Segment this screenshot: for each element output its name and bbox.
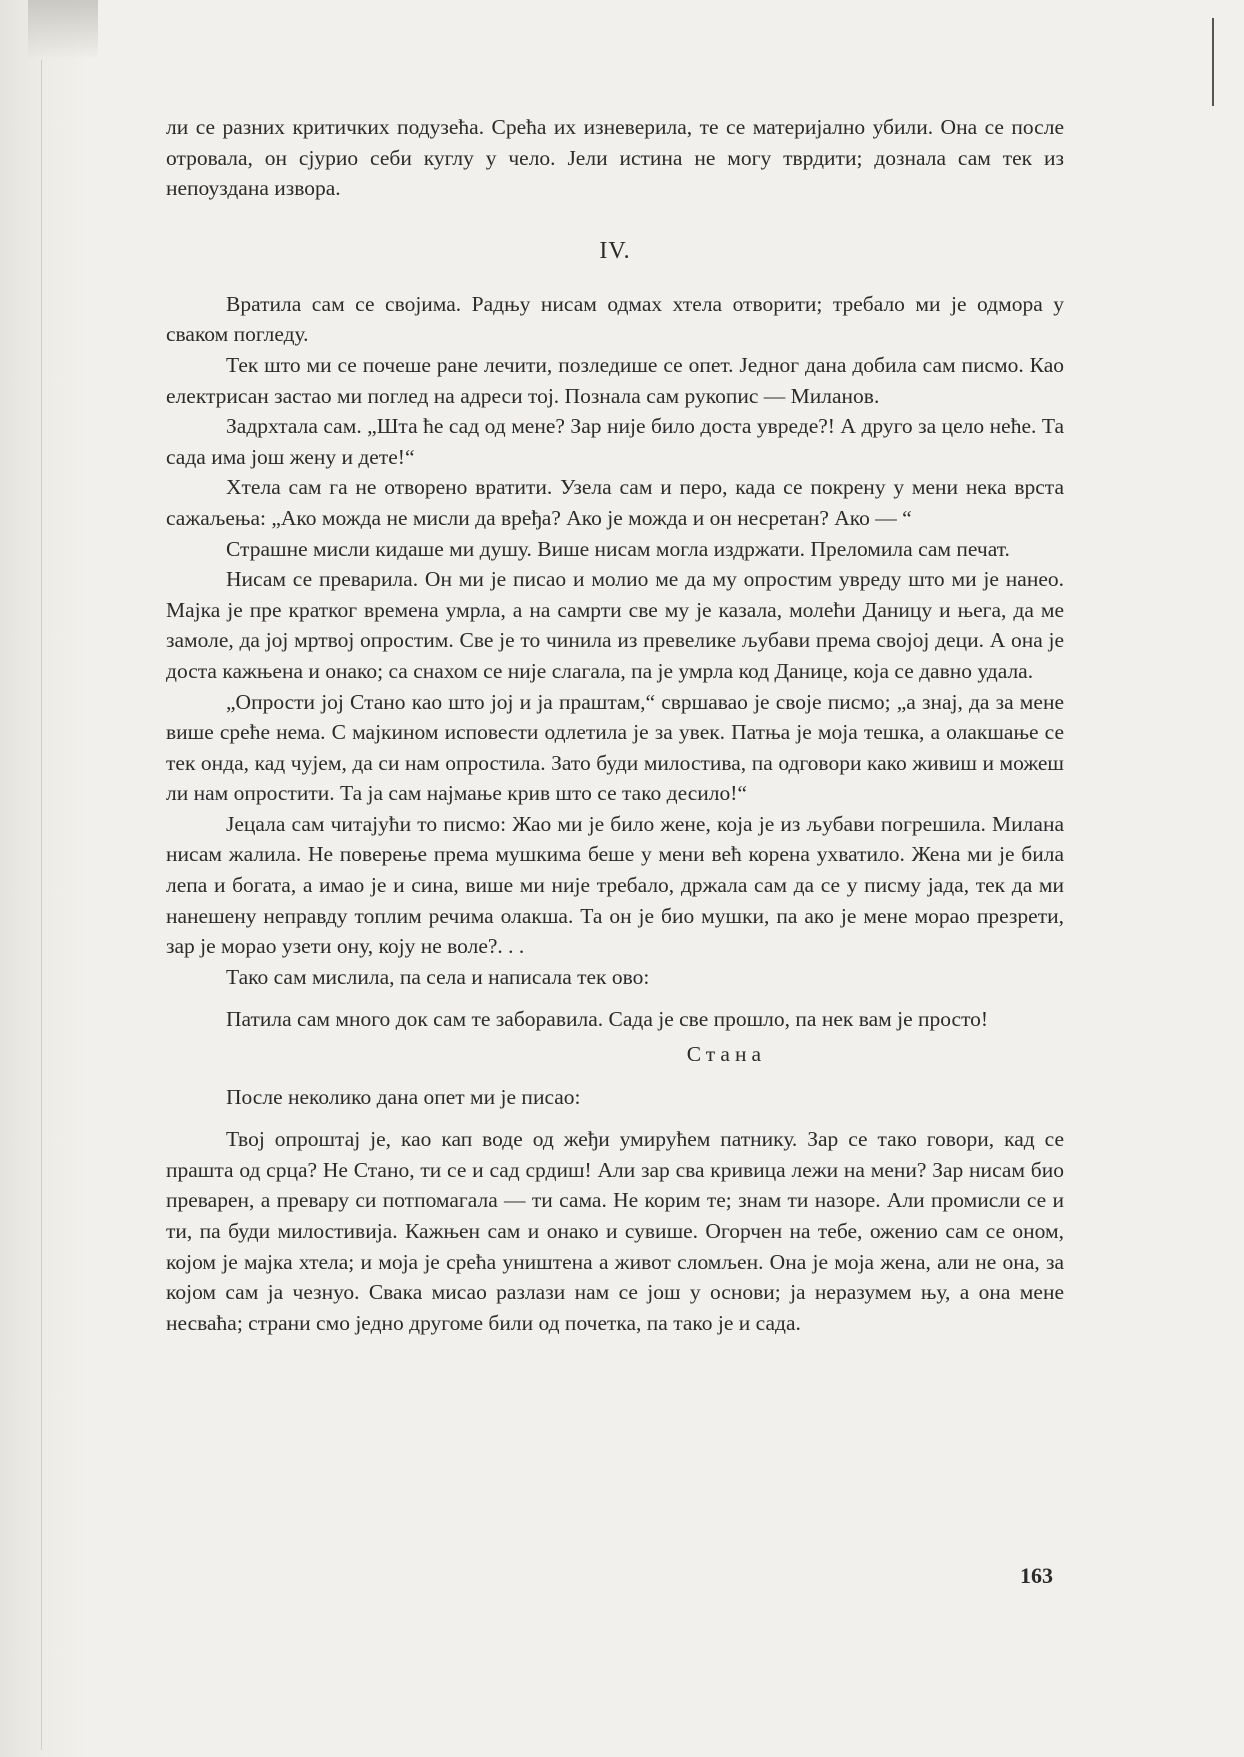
margin-line: [41, 60, 42, 1750]
edge-mark: [1212, 18, 1214, 106]
paragraph-6: Нисам се преварила. Он ми је писао и молио ме да му опростим увреду што ми је нанео. Мајка је пре кратког времена умрла, а на самрти све му је казала, молећи Даницу и њега, да ме замоле, да јој мртвој опростим. Све је то чинила из превелике љубави према својој деци. А она је доста кажњена и онако; са снахом се није слагала, па је умрла код Данице, која се давно удала.: [166, 567, 1064, 683]
section-heading: IV.: [599, 237, 631, 264]
paragraph-3: Задрхтала сам. „Шта ће сад од мене? Зар није било доста увреде?! А друго за цело неће. Та сада има још жену и дете!“: [166, 414, 1064, 469]
paragraph-1: Вратила сам се својима. Радњу нисам одмах хтела отворити; требало ми је одмора у сваком погледу.: [166, 291, 1064, 347]
paragraph-7: „Опрости јој Стано као што јој и ја праштам,“ свршавао је своје писмо; „а знај, да за мене више среће нема. С мајкином исповести одлетила је за увек. Патња је моја тешка, а олакшање се тек онда, кад чујем, да си нам опростила. Зато буди милостива, па одговори како живиш и можеш ли нам опростити. Та ја сам најмање крив што се тако десило!“: [166, 689, 1064, 806]
paragraph-2: Тек што ми се почеше ране лечити, позледише се опет. Једног дана добила сам писмо. Као електрисан застао ми поглед на адреси тој. Познала сам рукопис — Миланов.: [166, 352, 1064, 408]
paragraph-8: Јецала сам читајући то писмо: Жао ми је било жене, која је из љубави погрешила. Милана нисам жалила. Не поверење према мушкима беше у мени већ корена ухватило. Жена ми је била лепа и богата, а имао је и сина, више ми није требало, држала сам да се у писму јада, тек да ми нанешену неправду топлим речима олакша. Та он је био мушки, па ако је мене морао презрети, зар је морао узети ону, коју не воле?. . .: [166, 811, 1064, 959]
page-number: 163: [1020, 1563, 1053, 1588]
binding-shadow: [0, 0, 90, 1757]
paragraph-4: Хтела сам га не отворено вратити. Узела сам и перо, када се покрену у мени нека врста сажаљења: „Ако можда не мисли да вређа? Ако је можда и он несретан? Ако — “: [166, 475, 1064, 530]
binding-corner: [28, 0, 98, 60]
letter-text: Твој опроштај је, као кап воде од жеђи умирућем патнику. Зар се тако говори, кад се прашта од срца? Не Стано, ти се и сад срдиш! Али зар сва кривица лежи на мени? Зар нисам био преварен, а превару си потпомагала — ти сама. Не корим те; знам ти назоре. Али промисли се и ти, па буди милостивија. Кажњен сам и онако и сувише. Огорчен на тебе, оженио сам се оном, којом је мајка хтела; и моја је срећа уништена а живот сломљен. Она је моја жена, али не она, за којом сам ја чезнуо. Свака мисао разлази нам се још у основи; ја неразумем њу, а она мене несваћа; страни смо једно другоме били од почетка, па тако је и сада.: [166, 1127, 1064, 1335]
paragraph-11: После неколико дана опет ми је писао:: [226, 1084, 581, 1109]
paragraph-9: Тако сам мислила, па села и написала тек ово:: [226, 964, 650, 989]
opening-paragraph: ли се разних критичких подузећа. Срећа их изневерила, те се материјално убили. Она се после отровала, он сјурио себи куглу у чело. Јели истина не могу тврдити; дознала сам тек из непоуздана извора.: [166, 115, 1064, 201]
paragraph-5: Страшне мисли кидаше ми душу. Више нисам могла издржати. Преломила сам печат.: [226, 536, 1010, 561]
signature: Стана: [686, 1042, 766, 1067]
page-body: [166, 112, 1064, 1338]
letter-reply: Патила сам много док сам те заборавила. Сада је све прошло, па нек вам је просто!: [226, 1007, 989, 1032]
